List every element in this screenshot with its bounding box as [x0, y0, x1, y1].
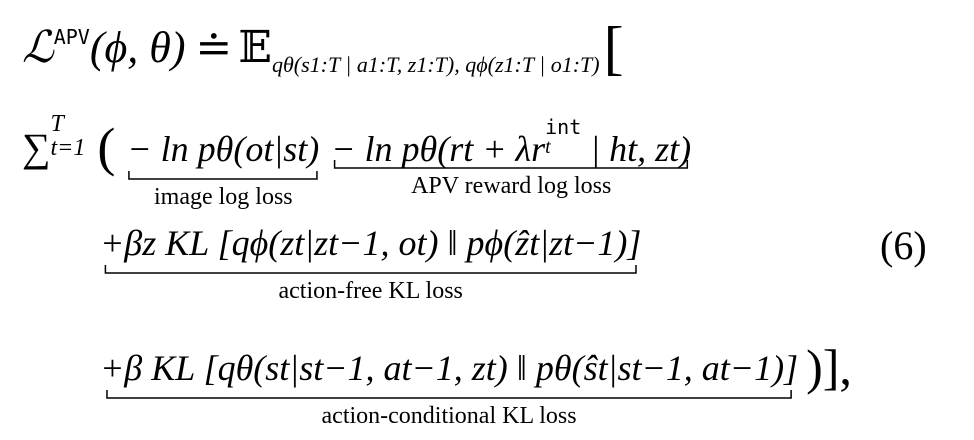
- action-conditional-kl-label: action-conditional KL loss: [321, 403, 577, 429]
- sum-symbol: ∑: [22, 125, 51, 170]
- action-conditional-kl-term: +β KL [qθ(st|st−1, at−1, zt) ‖ pθ(ŝt|st−1, at−1)] action-conditional KL loss: [100, 348, 799, 429]
- def-equals: ≐: [195, 23, 233, 72]
- closing-brackets: )],: [806, 339, 852, 395]
- expectation-subscript: qθ(s1:T | a1:T, z1:T), qϕ(z1:T | o1:T): [271, 52, 600, 77]
- open-paren: (: [97, 117, 116, 177]
- underbrace: [100, 389, 798, 401]
- action-free-kl-term: +βz KL [qϕ(zt|zt−1, ot) ‖ pϕ(ẑt|zt−1)] action-free KL loss: [100, 223, 642, 304]
- loss-symbol: ℒ: [22, 22, 54, 73]
- image-log-loss-label: image log loss: [153, 184, 293, 210]
- int-superscript: int: [545, 115, 582, 139]
- sum-upper: T: [50, 111, 64, 137]
- equation-number: (6): [880, 223, 927, 268]
- action-free-kl-label: action-free KL loss: [278, 278, 463, 304]
- equation-line-1: [22, 14, 624, 83]
- open-bracket: [: [603, 15, 624, 81]
- loss-args: (ϕ, θ): [89, 23, 186, 72]
- reward-log-loss-term: − ln pθ(rt + λr int t | ht, zt) APV reward log loss: [331, 115, 692, 199]
- underbrace: [127, 170, 319, 182]
- equation-line-3: [100, 222, 642, 304]
- loss-superscript: APV: [53, 25, 90, 49]
- underbrace: [331, 159, 691, 171]
- equation-line-2: [22, 111, 692, 210]
- image-log-loss-term: − ln pθ(ot|st) image log loss: [127, 129, 320, 210]
- equation-line-4: [100, 338, 852, 429]
- expectation-symbol: 𝔼: [238, 22, 272, 73]
- reward-log-loss-label: APV reward log loss: [411, 173, 612, 199]
- underbrace: [100, 264, 641, 276]
- sum-lower: t=1: [50, 135, 86, 161]
